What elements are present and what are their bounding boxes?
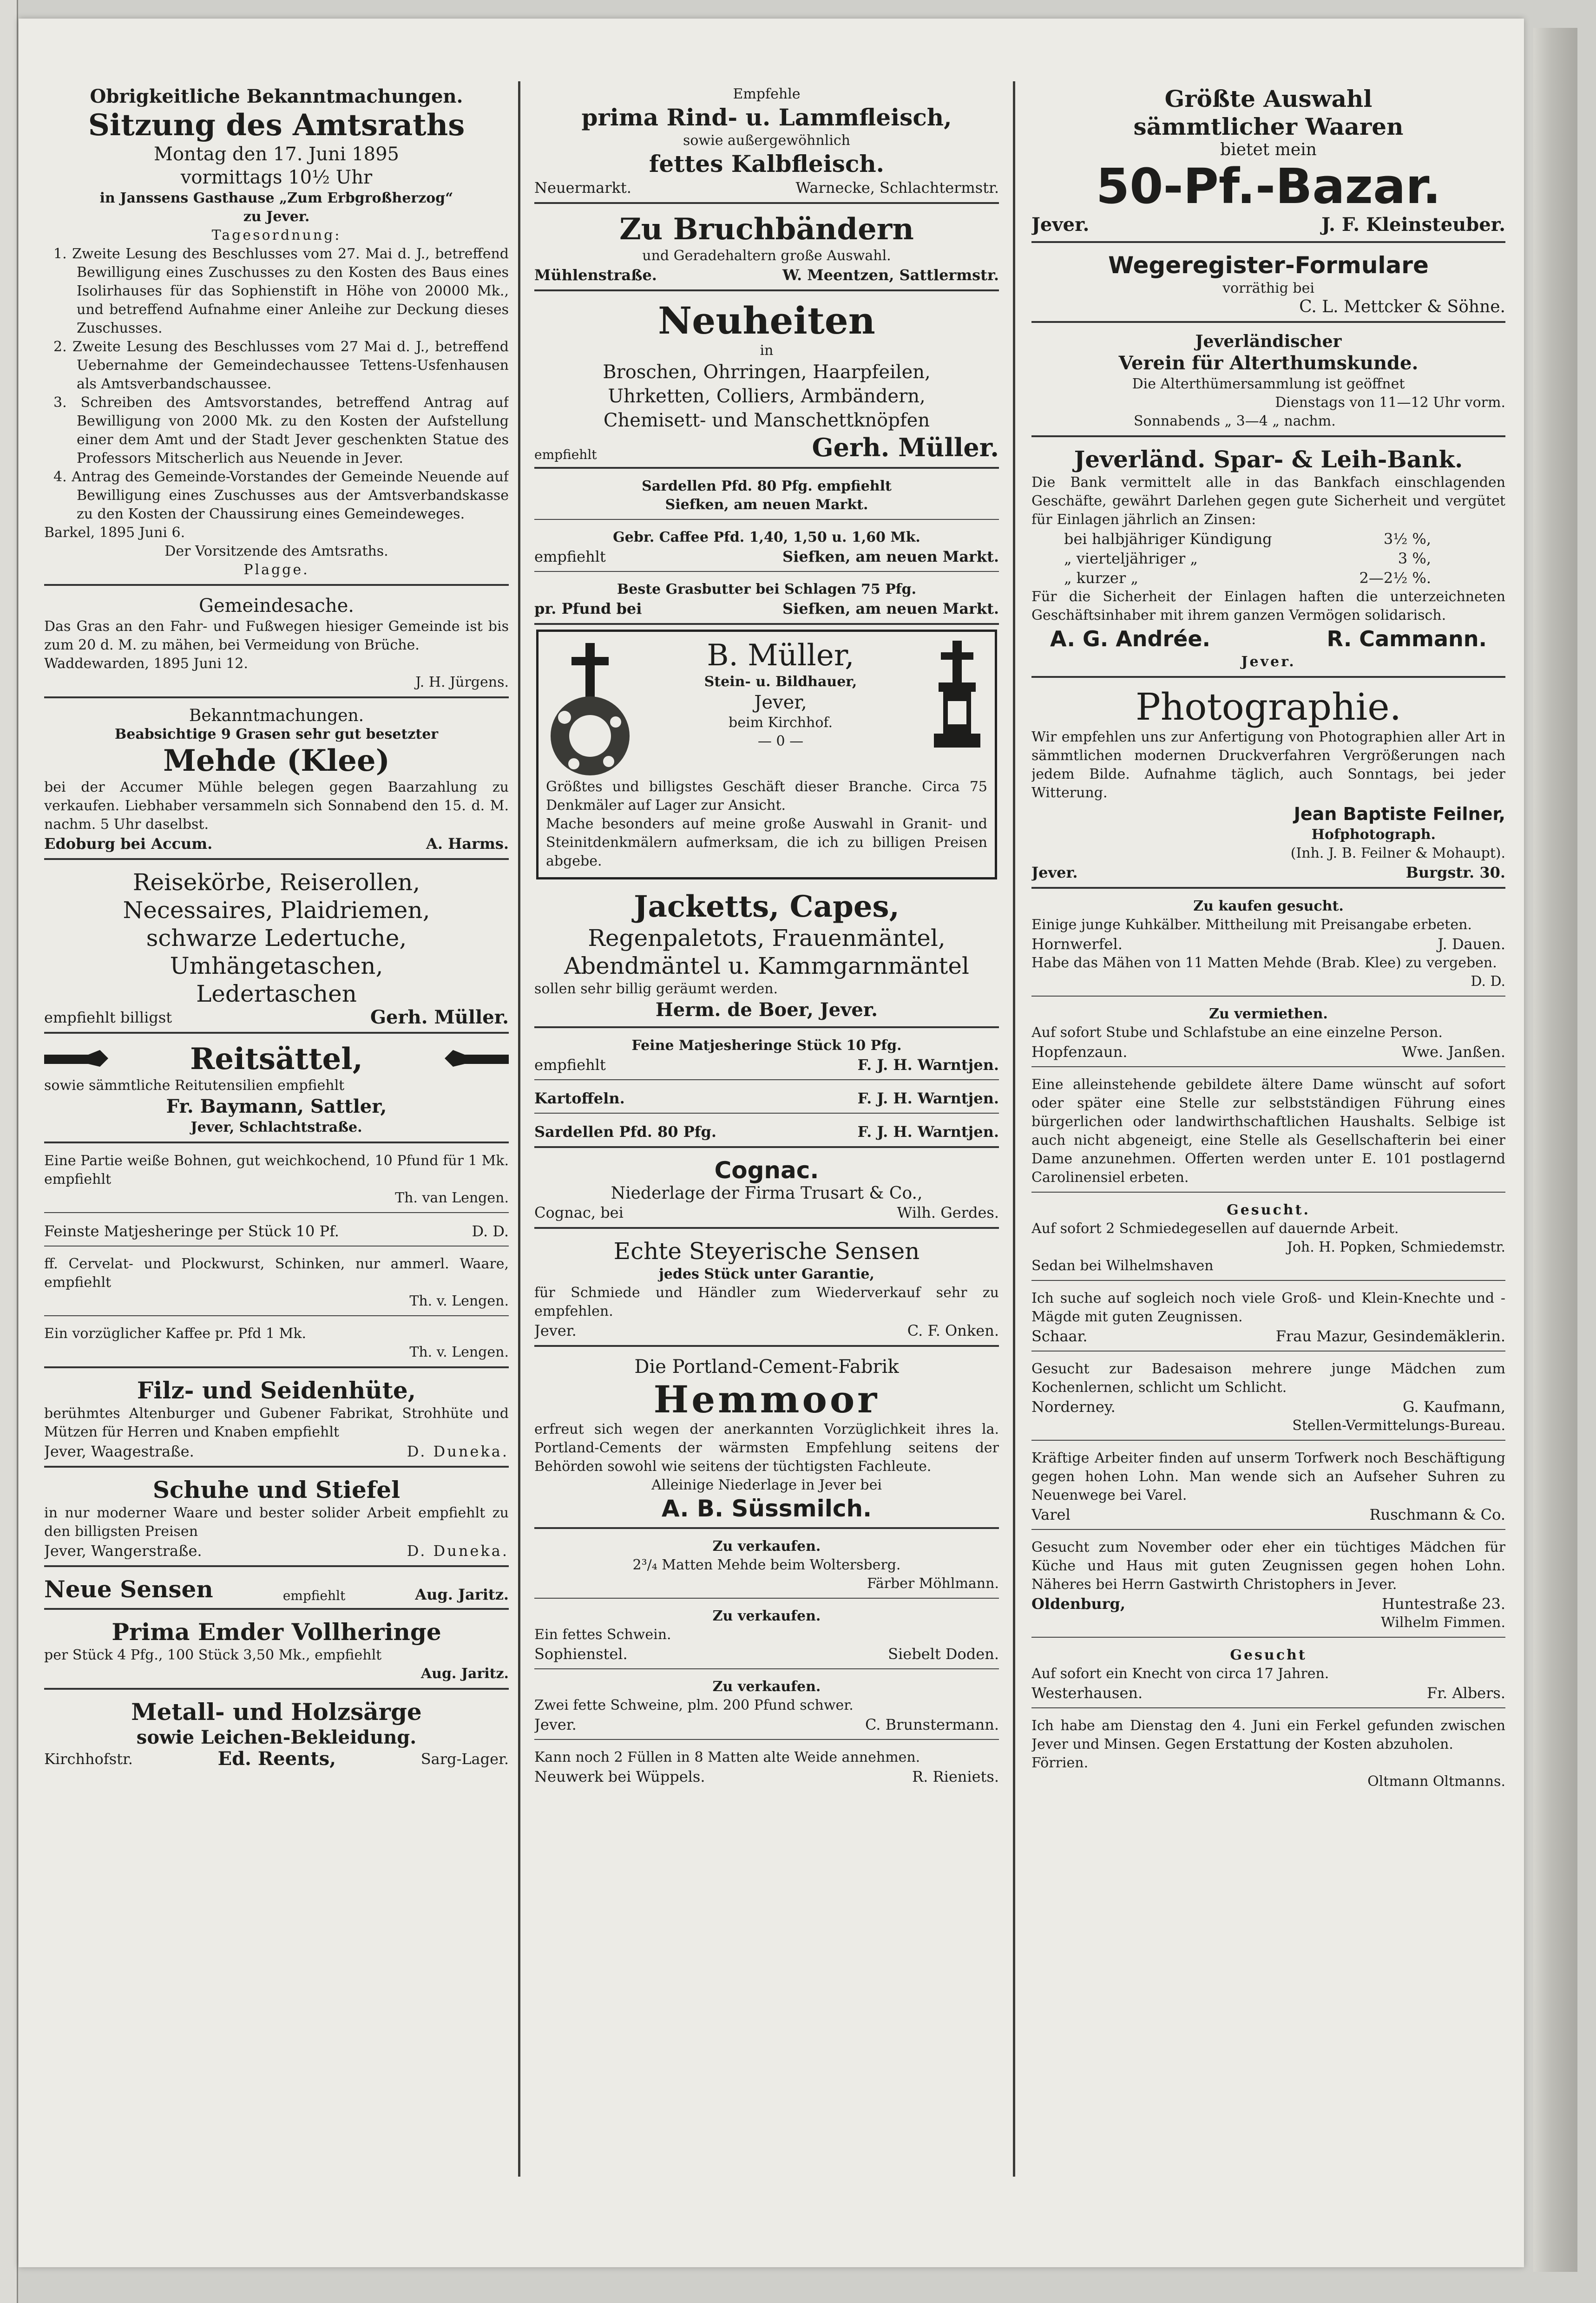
ad-empfiehlt: empfiehlt (282, 1588, 346, 1603)
column-rule-2 (1013, 81, 1015, 2177)
ad-signer: Aug. Jaritz. (420, 1666, 509, 1682)
ad-place: Kirchhofstr. (44, 1750, 133, 1768)
ad-empfiehlt: empfiehlt (534, 1056, 606, 1074)
ad-signer: F. J. H. Warntjen. (857, 1089, 999, 1107)
ad-signer: A. G. Andrée. (1050, 626, 1211, 651)
ad-signer: Th. van Lengen. (395, 1190, 509, 1206)
ad-text: vorräthig bei (1222, 280, 1314, 296)
ad-place: Jever. (534, 1716, 577, 1733)
ad-empfiehlt: empfiehlt billigst (44, 1009, 172, 1026)
ad-gesucht-schmiede (1031, 1197, 1505, 1281)
ad-text: Auf sofort Stube und Schlafstube an eine einzelne Person. (1031, 1024, 1443, 1041)
ad-text: Ich habe am Dienstag den 4. Juni ein Ferkel gefunden zwischen Jever und Minsen. Gegen Erstattung der Kosten abzuholen. (1031, 1718, 1505, 1752)
ad-place: Jever, Waagestraße. (44, 1443, 194, 1460)
ad-signer: Siefken, am neuen Markt. (665, 497, 868, 513)
ad-cognac (534, 1153, 999, 1229)
ad-fuellen (534, 1745, 999, 1791)
ad-headline: Metall- und Holzsärge (131, 1698, 422, 1726)
ad-headline: Neue Sensen (44, 1575, 213, 1603)
agenda-item: 4. Antrag des Gemeinde-Vorstandes der Gemeinde Neuende auf Bewilligung eines Zuschusses aus der Amtsverbandskasse zu den Kosten der Chaussirung eines Gemeindeweges. (53, 469, 509, 522)
ad-fleisch (534, 81, 999, 204)
ad-place: Neuermarkt. (534, 179, 631, 197)
ad-bohnen (44, 1148, 509, 1213)
rate-label: „ vierteljähriger „ (1064, 550, 1198, 567)
ad-empfiehlt: empfiehlt (534, 548, 606, 565)
ad-signer: Wilh. Gerdes. (897, 1204, 999, 1221)
ad-text: sollen sehr billig geräumt werden. (534, 981, 778, 997)
ad-text: Das Gras an den Fahr- und Fußwegen hiesiger Gemeinde ist bis zum 20 d. M. zu mähen, bei Vermeidung von Brüche. (44, 618, 509, 653)
ad-line: Reisekörbe, Reiserollen, (132, 869, 420, 896)
ad-signer: D. D. (472, 1222, 509, 1240)
ad-mehde (44, 703, 509, 860)
ad-place: Jever, (754, 692, 807, 713)
ad-sub: sowie außergewöhnlich (683, 132, 850, 149)
agenda-item: 2. Zweite Lesung des Beschlusses vom 27 Mai d. J., betreffend Uebernahme der Gemeindechaussee Tettens-Usfenhausen als Amtsverbandschaussee. (53, 339, 509, 392)
ad-headline: Photographie. (1135, 685, 1402, 728)
ad-place: Sophienstel. (534, 1645, 628, 1663)
ad-portland-cement (534, 1352, 999, 1529)
ad-text: Niederlage der Firma Trusart & Co., (611, 1184, 923, 1203)
ad-signer: R. Cammann. (1327, 626, 1487, 651)
ad-sub: jedes Stück unter Garantie, (659, 1266, 874, 1282)
ad-signer: R. Rieniets. (912, 1768, 999, 1785)
ad-time: vormittags 10½ Uhr (180, 167, 373, 188)
ad-role: Hofphotograph. (1311, 827, 1436, 843)
ad-text: Gesucht zum November oder eher ein tüchtiges Mädchen für Küche und Haus mit guten Zeugnissen gegen hohen Lohn. Näheres bei Herrn Gastwirth Christophers in Jever. (1031, 1539, 1505, 1593)
page-edge-shadow (1533, 28, 1577, 2272)
ad-text-2: Alleinige Niederlage in Jever bei (651, 1477, 882, 1493)
pointing-hand-right-icon (44, 1045, 109, 1073)
section-title: Obrigkeitliche Bekanntmachungen. (90, 85, 463, 107)
ad-line: Ledertaschen (196, 980, 357, 1007)
ad-title: Zu kaufen gesucht. (1193, 898, 1344, 914)
ad-grasbutter (534, 577, 999, 625)
rate-label: „ kurzer „ (1064, 569, 1138, 587)
ad-text-2: Habe das Mähen von 11 Matten Mehde (Brab. Klee) zu vergeben. (1031, 955, 1497, 971)
previous-page-edge (0, 0, 18, 2303)
ad-place-2: zu Jever. (243, 209, 310, 225)
ad-signer: F. J. H. Warntjen. (857, 1056, 999, 1074)
ad-signer: Färber Möhlmann. (867, 1575, 999, 1592)
ad-text: und Geradehaltern große Auswahl. (642, 248, 891, 264)
ad-signer: Ed. Reents, (217, 1748, 336, 1770)
ad-signer: C. L. Mettcker & Söhne. (1299, 297, 1505, 316)
ad-title: Zu vermiethen. (1209, 1006, 1328, 1022)
ad-place: Jever. (1241, 654, 1296, 670)
ad-place: Varel (1031, 1506, 1071, 1523)
ad-zu-verkaufen-schwein (534, 1603, 999, 1669)
ad-amtsrath-sitzung (44, 81, 509, 586)
ad-bildhauer-box (536, 630, 997, 879)
ad-signer: A. Harms. (426, 835, 509, 853)
ad-signer: Joh. H. Popken, Schmiedemstr. (1287, 1239, 1505, 1255)
ad-brand: Hemmoor (653, 1378, 880, 1421)
column-right (1031, 81, 1505, 2177)
ad-headline: Cognac. (714, 1157, 819, 1184)
ad-filzhuete (44, 1373, 509, 1468)
ad-text: Zwei fette Schweine, plm. 200 Pfund schwer. (534, 1697, 854, 1713)
ad-brand: 50-Pf.-Bazar. (1096, 158, 1441, 215)
ad-line: schwarze Ledertuche, (146, 925, 407, 951)
ad-neuheiten (534, 296, 999, 469)
ad-in: in (760, 342, 774, 359)
ad-signer: Siefken, am neuen Markt. (782, 600, 999, 617)
ad-signer: G. Kaufmann, (1402, 1398, 1505, 1416)
ad-signer: Jean Baptiste Feilner, (1294, 804, 1505, 824)
ad-sub: beim Kirchhof. (729, 715, 833, 731)
ad-signer: C. F. Onken. (907, 1322, 999, 1339)
ad-text: erfreut sich wegen der anerkannten Vorzüglichkeit ihres la. Portland-Cements der wärmsten Empfehlung seitens der Behörden sowohl wie seitens der tüchtigsten Fachleute. (534, 1421, 999, 1475)
ad-trade: Stein- u. Bildhauer, (704, 674, 857, 690)
ad-headline: B. Müller, (707, 638, 854, 673)
ad-pre: Jeverländischer (1195, 332, 1342, 351)
ad-signer: Th. v. Lengen. (409, 1344, 509, 1360)
ad-signer: Herm. de Boer, Jever. (655, 999, 878, 1021)
ad-text: Gebr. Caffee Pfd. 1,40, 1,50 u. 1,60 Mk. (613, 529, 920, 545)
ad-caffee (534, 525, 999, 572)
ad-headline: prima Rind- u. Lammfleisch, (581, 104, 952, 131)
ad-title: Gesucht (1230, 1647, 1307, 1663)
agenda-item: 3. Schreiben des Amtsvorstandes, betreffend Antrag auf Bewilligung von 2000 Mk. zu den Kosten der Aufstellung einer dem Amt und der Stadt Jever geschenkten Statue des Professors Mitscherlich aus Neuende in Jever. (53, 394, 509, 466)
ad-schuhe (44, 1472, 509, 1567)
ad-jacketts (534, 886, 999, 1028)
ad-warntjen-matjes (534, 1033, 999, 1080)
ad-zu-verkaufen-schweine (534, 1674, 999, 1740)
ad-text: Kräftige Arbeiter finden auf unserm Torfwerk noch Beschäftigung gegen hohen Lohn. Man wende sich an Aufseher Suhren zu Neuenwege bei Varel. (1031, 1450, 1505, 1503)
ad-place: Sedan bei Wilhelmshaven (1031, 1258, 1214, 1274)
ad-headline: Wegeregister-Formulare (1108, 252, 1429, 279)
ad-text: Die Bank vermittelt alle in das Bankfach einschlagenden Geschäfte, gewährt Darlehen gegen gute Sicherheit und vergütet für Einlagen jährlich an Zinsen: (1031, 474, 1505, 528)
ad-text: Kann noch 2 Füllen in 8 Matten alte Weide annehmen. (534, 1749, 920, 1765)
ad-text: Sardellen Pfd. 80 Pfg. empfiehlt (642, 478, 892, 494)
ad-text: ff. Cervelat- und Plockwurst, Schinken, nur ammerl. Waare, empfiehlt (44, 1256, 509, 1291)
rate-label: bei halbjähriger Kündigung (1064, 530, 1272, 548)
ad-signer: Th. v. Lengen. (409, 1293, 509, 1309)
ad-signer: J. F. Kleinsteuber. (1321, 214, 1505, 236)
ad-headline: Jeverländ. Spar- & Leih-Bank. (1074, 446, 1463, 473)
ad-headline: Mehde (Klee) (163, 743, 390, 778)
ad-headline: Sitzung des Amtsraths (88, 108, 465, 143)
ad-name: Fr. Baymann, Sattler, (166, 1096, 387, 1117)
agenda-item: 1. Zweite Lesung des Beschlusses vom 27. Mai d. J., betreffend Bewilligung eines Zuschusses zu den Kosten des Baus eines Isolirhauses für das Sophienstift in Höhe von 20000 Mk., und betreffend Aufnahme einer Anleihe zur Deckung dieses Zuschusses. (53, 246, 509, 336)
ad-place: Jever, Wangerstraße. (44, 1542, 202, 1560)
ad-signer: Gerh. Müller. (370, 1006, 509, 1028)
ad-text: bei der Accumer Mühle belegen gegen Baarzahlung zu verkaufen. Liebhaber versammeln sich Sonnabend den 15. d. M. nachm. 5 Uhr daselbst. (44, 779, 509, 833)
ad-text: Auf sofort 2 Schmiedegesellen auf dauernde Arbeit. (1031, 1220, 1399, 1237)
ad-badesaison (1031, 1356, 1505, 1441)
ad-place: Schaar. (1031, 1327, 1088, 1345)
ad-saerge (44, 1694, 509, 1773)
ad-place: Oldenburg, (1031, 1595, 1126, 1613)
ad-zu-kaufen (1031, 893, 1505, 997)
ad-signer: Fr. Albers. (1427, 1684, 1505, 1702)
ad-gesucht-knecht (1031, 1642, 1505, 1708)
ad-headline: Neuheiten (658, 299, 875, 342)
ad-neue-sensen (44, 1572, 509, 1610)
ad-text: Gesucht zur Badesaison mehrere junge Mädchen zum Kochenlernen, schlicht um Schlicht. (1031, 1361, 1505, 1396)
ad-headline: Reitsättel, (190, 1042, 363, 1076)
ad-place: Jever. (534, 1322, 577, 1339)
ad-place: Förrien. (1031, 1755, 1089, 1771)
ad-headline: Gemeindesache. (199, 595, 354, 617)
ad-headline: Größte Auswahl (1164, 85, 1373, 112)
ad-text: Ein vorzüglicher Kaffee pr. Pfd 1 Mk. (44, 1325, 307, 1342)
ad-photographie (1031, 682, 1505, 889)
ad-text: Wir empfehlen uns zur Anfertigung von Photographien aller Art in sämmtlichen modernen Druckverfahren Vergrößerungen nach jedem Bilde. Aufnahme täglich, auch Sonntags, bei jeder Witterung. (1031, 729, 1505, 801)
ad-text: Eine alleinstehende gebildete ältere Dame wünscht auf sofort oder später eine Stelle zur selbstständigen Führung eines bürgerlichen oder landwirthschaftlichen Haushalts. Selbige ist auch nicht abgeneigt, eine Stelle als Gesellschafterin bei einer Dame anzunehmen. Offerten werden unter E. 101 postlagernd Carolinensiel erbeten. (1031, 1076, 1505, 1186)
ad-tag: Sarg-Lager. (420, 1750, 509, 1768)
ad-matjes (44, 1218, 509, 1247)
ad-place: Jever. (1031, 864, 1078, 881)
ad-signer: Plagge. (243, 562, 309, 578)
ad-sub: Stellen-Vermittelungs-Bureau. (1292, 1417, 1505, 1434)
ad-cervelat (44, 1251, 509, 1316)
ad-signer: Ruschmann & Co. (1369, 1506, 1505, 1523)
ad-text: Ein fettes Schwein. (534, 1627, 671, 1643)
ad-text: 2³/₄ Matten Mehde beim Woltersberg. (632, 1557, 901, 1573)
ad-signer: J. Dauen. (1438, 935, 1505, 953)
ad-text: Einige junge Kuhkälber. Mittheilung mit Preisangabe erbeten. (1031, 917, 1472, 933)
ad-text: sowie sämmtliche Reitutensilien empfiehlt (44, 1077, 345, 1094)
ad-signer-title: Der Vorsitzende des Amtsraths. (164, 543, 388, 559)
column-left (44, 81, 509, 2177)
ad-title: Gesucht. (1227, 1202, 1310, 1218)
ad-line: Uhrketten, Colliers, Armbändern, (608, 386, 926, 407)
ad-text: berühmtes Altenburger und Gubener Fabrikat, Strohhüte und Mützen für Herren und Knaben empfiehlt (44, 1405, 509, 1440)
ad-sub: bietet mein (1220, 140, 1317, 159)
ad-place: Westerhausen. (1031, 1684, 1143, 1702)
ad-signer: W. Meentzen, Sattlermstr. (782, 266, 999, 284)
ad-title: Zu verkaufen. (712, 1538, 821, 1555)
ad-signer: F. J. H. Warntjen. (857, 1123, 999, 1141)
ad-signer: D. Duneka. (407, 1443, 509, 1460)
ad-text-2: pr. Pfund bei (534, 600, 642, 617)
ad-ferkel (1031, 1713, 1505, 1796)
cross-wreath-icon (546, 638, 634, 778)
ad-torfwerk (1031, 1445, 1505, 1530)
ad-line: Regenpaletots, Frauenmäntel, (588, 925, 946, 951)
ad-signer: Warnecke, Schlachtermstr. (795, 179, 999, 197)
ad-line: Necessaires, Plaidriemen, (123, 897, 430, 924)
ad-place: Hopfenzaun. (1031, 1043, 1128, 1061)
ad-place: Jever, Schlachtstraße. (190, 1119, 362, 1135)
pointing-hand-left-icon (444, 1045, 509, 1073)
ad-text: Kartoffeln. (534, 1089, 625, 1107)
ad-signer: Wilhelm Fimmen. (1380, 1614, 1505, 1631)
ad-intro: Empfehle (733, 86, 801, 102)
ad-sardellen (534, 473, 999, 520)
ad-alterthumsverein (1031, 328, 1505, 437)
ad-dame (1031, 1072, 1505, 1193)
ad-line: Broschen, Ohrringen, Haarpfeilen, (603, 361, 931, 383)
ad-headline: Echte Steyerische Sensen (613, 1238, 920, 1265)
agenda-title: Tagesordnung: (211, 227, 342, 243)
ad-place: Neuwerk bei Wüppels. (534, 1768, 705, 1785)
ad-intro: Beabsichtige 9 Grasen sehr gut besetzter (114, 726, 439, 742)
rate-value: 2—2½ %. (1359, 569, 1431, 587)
ad-bruchbaender (534, 209, 999, 291)
ad-address: Burgstr. 30. (1406, 864, 1505, 881)
ad-inh: (Inh. J. B. Feilner & Mohaupt). (1290, 845, 1505, 861)
ad-text: Beste Grasbutter bei Schlagen 75 Pfg. (617, 581, 917, 597)
rate-value: 3½ %, (1383, 530, 1431, 548)
ad-date: Montag den 17. Juni 1895 (154, 144, 399, 165)
ad-place-date: Waddewarden, 1895 Juni 12. (44, 656, 248, 672)
ad-gemeindesache (44, 591, 509, 698)
ad-maedchen (1031, 1535, 1505, 1638)
ad-kaffee (44, 1321, 509, 1368)
ad-warntjen-sardellen (534, 1118, 999, 1148)
ad-line: Abendmäntel u. Kammgarnmäntel (564, 952, 969, 979)
ad-headline: Jacketts, Capes, (634, 889, 900, 924)
monument-icon (927, 638, 987, 755)
ad-text: Eine Partie weiße Bohnen, gut weichkochend, 10 Pfund für 1 Mk. empfiehlt (44, 1153, 509, 1188)
ad-warntjen-kartoffeln (534, 1085, 999, 1114)
ad-place: Cognac, bei (534, 1204, 624, 1221)
ad-empfiehlt: empfiehlt (534, 447, 597, 462)
ad-signer: D. D. (1471, 973, 1505, 990)
ad-text: Die Alterthümersammlung ist geöffnet (1132, 376, 1405, 392)
ad-day: Sonnabends „ 3—4 „ nachm. (1134, 413, 1336, 429)
ad-place: in Janssens Gasthause „Zum Erbgroßherzog“ (99, 190, 453, 206)
ad-text: für Schmiede und Händler zum Wiederverkauf sehr zu empfehlen. (534, 1285, 999, 1319)
ad-text: Sardellen Pfd. 80 Pfg. (534, 1123, 717, 1141)
ad-signer: C. Brunstermann. (865, 1716, 999, 1733)
column-middle (534, 81, 999, 2177)
ad-day: Dienstags von 11—12 Uhr vorm. (1275, 394, 1505, 411)
ad-bazar (1031, 81, 1505, 243)
ad-title: Zu verkaufen. (712, 1679, 821, 1695)
ad-signer: Oltmann Oltmanns. (1367, 1773, 1505, 1790)
ad-knechte (1031, 1286, 1505, 1352)
ad-headline-2: fettes Kalbfleisch. (649, 150, 885, 177)
column-rule-1 (518, 81, 520, 2177)
ad-emder-vollheringe (44, 1614, 509, 1690)
ad-text: Ich suche auf sogleich noch viele Groß- und Klein-Knechte und -Mägde mit guten Zeugnissen. (1031, 1290, 1505, 1325)
ad-text-2: Mache besonders auf meine große Auswahl in Granit- und Steinitdenkmälern aufmerksam, die ich zu billigen Preisen abgebe. (546, 816, 987, 869)
ad-signer: A. B. Süssmilch. (661, 1495, 872, 1522)
ad-signer: Gerh. Müller. (812, 433, 999, 462)
ad-signer: Siefken, am neuen Markt. (782, 548, 999, 565)
ad-text: Feine Matjesheringe Stück 10 Pfg. (631, 1037, 902, 1054)
rate-value: 3 %, (1398, 550, 1431, 567)
ad-signer: J. H. Jürgens. (415, 674, 509, 690)
ad-place: Hornwerfel. (1031, 935, 1123, 953)
ad-reisekoerbe (44, 865, 509, 1034)
ad-headline: Verein für Alterthumskunde. (1118, 352, 1419, 374)
ad-headline: Filz- und Seidenhüte, (137, 1377, 416, 1404)
ad-steyerische-sensen (534, 1234, 999, 1347)
ad-text: in nur moderner Waare und bester solider Arbeit empfiehlt zu den billigsten Preisen (44, 1505, 509, 1540)
ad-headline-2: sämmtlicher Waaren (1133, 113, 1404, 140)
ad-signer: Siebelt Doden. (888, 1645, 999, 1663)
ad-address: Huntestraße 23. (1382, 1595, 1505, 1613)
ad-line: Umhängetaschen, (170, 952, 383, 979)
ad-headline: Prima Emder Vollheringe (112, 1618, 441, 1646)
ad-zu-vermiethen (1031, 1001, 1505, 1067)
ad-sparbank (1031, 442, 1505, 678)
ad-signer: Aug. Jaritz. (415, 1586, 509, 1603)
ad-signer: D. Duneka. (407, 1542, 509, 1560)
ad-headline: Zu Bruchbändern (619, 212, 914, 247)
ad-text: Feinste Matjesheringe per Stück 10 Pf. (44, 1222, 339, 1240)
ad-signer: Frau Mazur, Gesindemäklerin. (1275, 1327, 1505, 1345)
ad-headline: Die Portland-Cement-Fabrik (634, 1356, 899, 1378)
ad-place: Edoburg bei Accum. (44, 835, 213, 853)
section-title: Bekanntmachungen. (189, 706, 364, 725)
ad-place-date: Barkel, 1895 Juni 6. (44, 525, 185, 541)
ad-reitsaettel (44, 1038, 509, 1143)
ad-subheadline: sowie Leichen-Bekleidung. (136, 1726, 417, 1748)
ad-headline: Schuhe und Stiefel (152, 1476, 401, 1503)
ad-place: Norderney. (1031, 1398, 1116, 1416)
ad-text: Auf sofort ein Knecht von circa 17 Jahren. (1031, 1666, 1329, 1682)
ad-text: per Stück 4 Pfg., 100 Stück 3,50 Mk., empfiehlt (44, 1647, 382, 1663)
ad-zu-verkaufen-mehde (534, 1534, 999, 1599)
ad-title: Zu verkaufen. (712, 1608, 821, 1624)
ad-place: Jever. (1031, 214, 1090, 236)
ad-place: Mühlenstraße. (534, 266, 657, 284)
ad-signer: Wwe. Janßen. (1401, 1043, 1505, 1061)
ad-wegeregister (1031, 248, 1505, 323)
ad-text-2: Für die Sicherheit der Einlagen haften die unterzeichneten Geschäftsinhaber mit ihrem ganzen Vermögen solidarisch. (1031, 589, 1505, 623)
ad-text: Größtes und billigstes Geschäft dieser Branche. Circa 75 Denkmäler auf Lager zur Ansicht. (546, 779, 987, 814)
ad-separator: — 0 — (757, 733, 804, 749)
ad-line: Chemisett- und Manschettknöpfen (603, 410, 930, 431)
